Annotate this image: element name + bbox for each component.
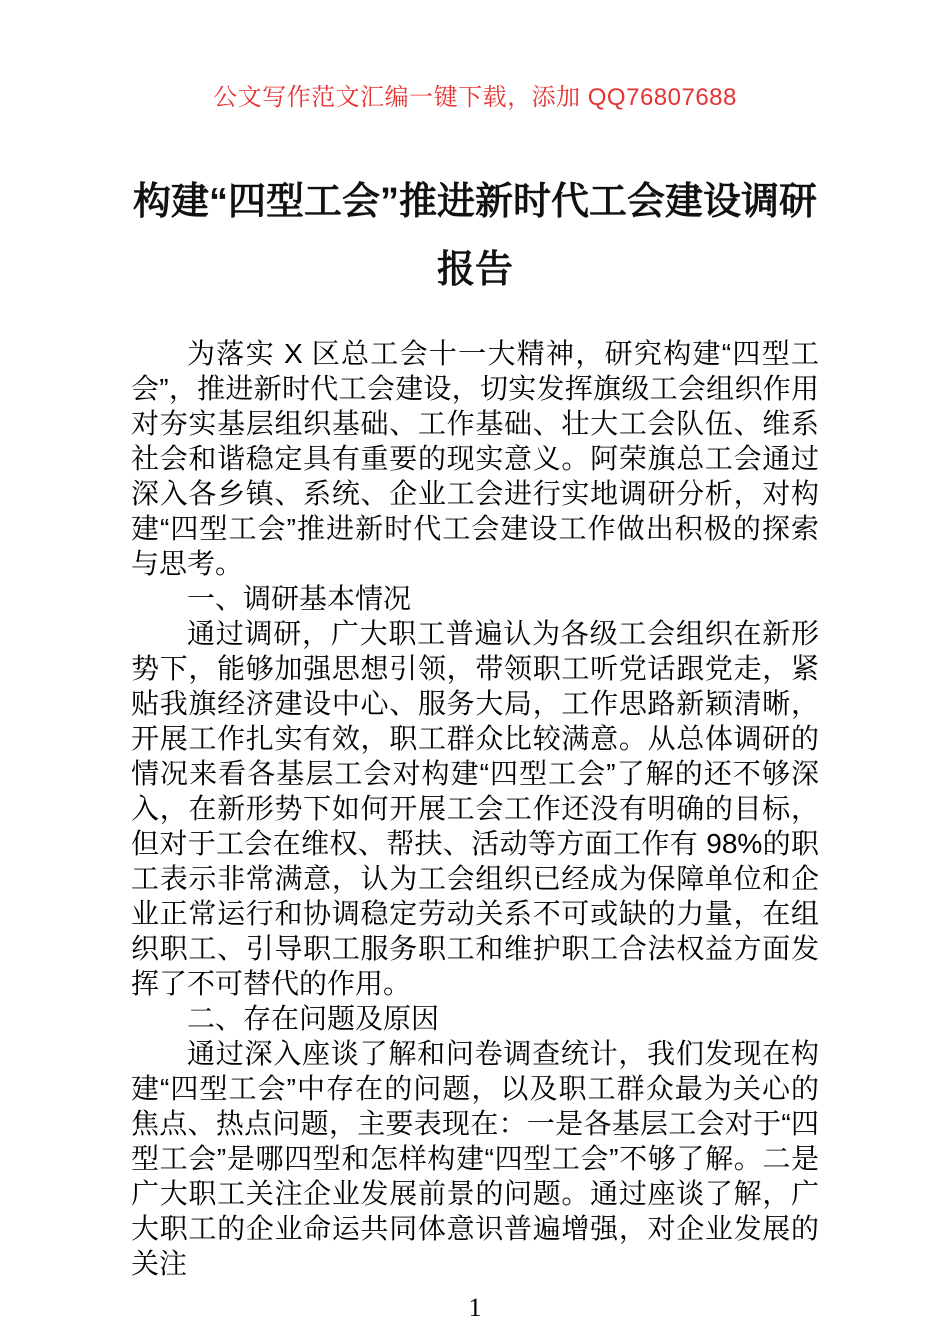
document-title: 构建“四型工会”推进新时代工会建设调研报告 <box>132 181 817 291</box>
body-paragraph: 通过调研，广大职工普遍认为各级工会组织在新形势下，能够加强思想引领，带领职工听党话跟党走，紧贴我旗经济建设中心、服务大局，工作思路新颖清晰，开展工作扎实有效，职工群众比较满意。从总体调研的情况来看各基层工会对构建“四型工会”了解的还不够深入，在新形势下如何开展工会工作还没有明确的目标，但对于工会在维权、帮扶、活动等方面工作有 98%的职工表示非常满意，认为工会组织已经成为保障单位和企业正常运行和协调稳定劳动关系不可或缺的力量，在组织职工、引导职工服务职工和维护职工合法权益方面发挥了不可替代的作用。 <box>131 618 819 999</box>
body-paragraph: 通过深入座谈了解和问卷调查统计，我们发现在构建“四型工会”中存在的问题，以及职工群众最为关心的焦点、热点问题，主要表现在：一是各基层工会对于“四型工会”是哪四型和怎样构建“四型工会”不够了解。二是广大职工关注企业发展前景的问题。通过座谈了解，广大职工的企业命运共同体意识普遍增强，对企业发展的关注 <box>131 1038 819 1279</box>
section-heading: 二、存在问题及原因 <box>187 1003 440 1034</box>
page-number: 1 <box>468 1293 482 1322</box>
promo-banner: 公文写作范文汇编一键下载，添加 QQ76807688 <box>213 84 737 111</box>
body-paragraph: 为落实 X 区总工会十一大精神，研究构建“四型工会”，推进新时代工会建设，切实发挥旗级工会组织作用对夯实基层组织基础、工作基础、壮大工会队伍、维系社会和谐稳定具有重要的现实意义。阿荣旗总工会通过深入各乡镇、系统、企业工会进行实地调研分析，对构建“四型工会”推进新时代工会建设工作做出积极的探索与思考。 <box>131 338 819 579</box>
section-heading: 一、调研基本情况 <box>187 583 412 614</box>
document-body <box>131 336 819 1281</box>
